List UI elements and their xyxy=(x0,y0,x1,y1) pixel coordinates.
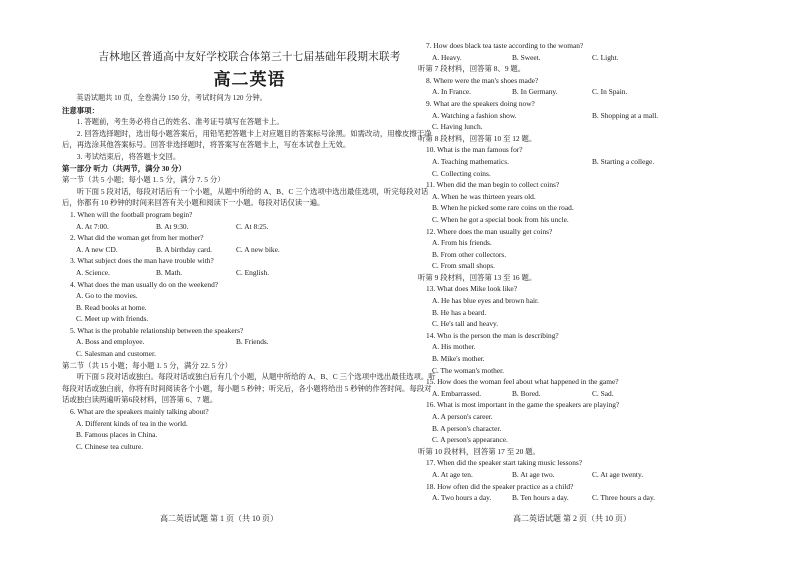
option-a: A. In France. xyxy=(432,87,471,97)
question-14: 14. Who is the person the man is describing? xyxy=(426,330,559,340)
question-18-options xyxy=(418,492,768,504)
section-2-heading: 第二节（共 15 小题；每小题 1. 5 分，满分 22. 5 分） xyxy=(62,360,232,370)
question-13: 13. What does Mike look like? xyxy=(426,284,517,294)
page-footer-1: 高二英语试题 第 1 页（共 10 页） xyxy=(160,514,278,523)
option-b: B. Friends. xyxy=(236,337,269,347)
option-b: B. A birthday card. xyxy=(156,244,213,254)
question-15: 15. How does the woman feel about what happened in the game? xyxy=(426,377,619,387)
question-16: 16. What is most important in the game the speakers are playing? xyxy=(426,400,620,410)
option-c: C. Collecting coins. xyxy=(432,168,491,178)
section-1-heading: 第一节（共 5 小题；每小题 1. 5 分，满分 7. 5 分） xyxy=(62,175,225,185)
question-10: 10. What is the man famous for? xyxy=(426,145,523,155)
question-2: 2. What did the woman get from her mother? xyxy=(70,233,204,243)
option-a: A. Go to the movies. xyxy=(76,291,138,301)
question-8-options xyxy=(418,86,768,98)
question-5: 5. What is the probable relationship between the speakers? xyxy=(70,325,244,335)
option-a: A. Boss and employee. xyxy=(76,337,145,347)
subject-title: 高二英语 xyxy=(213,70,286,89)
option-b: B. When he picked some rare coins on the road. xyxy=(432,203,574,213)
option-b: B. Sweet. xyxy=(512,52,541,62)
option-c: C. Salesman and customer. xyxy=(76,349,156,359)
passage-7-instruction: 听第 7 段材料，回答第 8、9 题。 xyxy=(418,64,526,74)
school-title: 吉林地区普通高中友好学校联合体第三十七届基础年段期末联考 xyxy=(98,52,401,63)
question-17: 17. When did the speaker start taking music lessons? xyxy=(426,458,583,468)
section-2-instructions: 听下面 5 段对话或独白。每段对话或独白后有几个小题，从题中所给的 A、B、C 三个选项中选出最佳选项。听每段对话或独白前，你将有时间阅读各个小题，每小题 5 秒钟；听完后，各小题将给出 5 秒钟的作答时间。每段对话或独白读两遍听第6段材料，回答第 6、7 题。 xyxy=(62,372,436,405)
question-5-options xyxy=(62,336,437,348)
question-18: 18. How often did the speaker practice as a child? xyxy=(426,481,574,491)
option-c: C. Having lunch. xyxy=(432,122,483,132)
option-a: A. When he was thirteen years old. xyxy=(432,191,536,201)
right-column xyxy=(418,40,768,504)
option-a: A. Two hours a day. xyxy=(432,493,492,503)
option-c: C. English. xyxy=(236,267,270,277)
question-7-options xyxy=(418,52,768,64)
option-c: C. In Spain. xyxy=(592,87,628,97)
option-b: B. Math. xyxy=(156,267,183,277)
question-7: 7. How does black tea taste according to the woman? xyxy=(426,41,584,50)
option-a: A. At 7:00. xyxy=(76,221,109,231)
question-4: 4. What does the man usually do on the weekend? xyxy=(70,279,219,289)
notes-heading: 注意事项： xyxy=(62,105,99,115)
question-8: 8. Where were the man's shoes made? xyxy=(426,75,539,85)
option-b: B. Read books at home. xyxy=(76,302,147,312)
question-6: 6. What are the speakers mainly talking about? xyxy=(70,407,209,417)
option-a: A. Watching a fashion show. xyxy=(432,110,517,120)
question-11: 11. When did the man begin to collect coins? xyxy=(426,180,560,190)
option-a: A. Different kinds of tea in the world. xyxy=(76,418,188,428)
option-a: A. He has blue eyes and brown hair. xyxy=(432,296,539,306)
option-a: A. A person's career. xyxy=(432,412,493,421)
part-1-heading: 第一部分 听力（共两节，满分 30 分） xyxy=(62,163,186,173)
option-c: C. The woman's mother. xyxy=(432,365,505,375)
option-b: B. Shopping at a mall. xyxy=(592,110,659,120)
question-1-options xyxy=(62,221,437,233)
passage-8-instruction: 听第 8 段材料，回答第 10 至 12 题。 xyxy=(418,133,537,143)
question-1: 1. When will the football program begin? xyxy=(70,209,193,219)
option-c: C. He's tall and heavy. xyxy=(432,319,499,329)
question-10-options xyxy=(418,156,768,168)
left-column xyxy=(62,40,437,452)
question-15-options xyxy=(418,388,768,400)
option-a: A. Embarrassed. xyxy=(432,388,482,398)
option-a: A. His mother. xyxy=(432,342,476,352)
section-1-instructions: 听下面 5 段对话，每段对话后有一个小题，从题中所给的 A、B、C 三个选项中选出最佳选项，听完每段对话后，你都有 10 秒钟的时间来回答有关小题和阅读下一小题。每段对话仅读一遍。 xyxy=(62,186,429,208)
page-footer-2: 高二英语试题 第 2 页（共 10 页） xyxy=(513,514,631,523)
option-b: B. He has a beard. xyxy=(432,307,487,317)
question-2-options xyxy=(62,244,437,256)
option-b: B. In Germany. xyxy=(512,87,558,97)
exam-intro: 英语试题共 10 页，全卷满分 150 分，考试时间为 120 分钟。 xyxy=(76,94,267,102)
option-c: C. At age twenty. xyxy=(592,469,644,479)
passage-10-instruction: 听第 10 段材料，回答第 17 至 20 题。 xyxy=(418,446,540,456)
note-2: 2. 回答选择题时，选出每小题答案后，用铅笔把答题卡上对应题目的答案标号涂黑。如需改动，用橡皮擦干净后，再选涂其他答案标号。回答非选择题时，将答案写在答题卡上，写在本试卷上无效。 xyxy=(62,128,432,150)
option-c: C. From small shops. xyxy=(432,261,496,271)
option-c: C. At 8:25. xyxy=(236,221,269,231)
option-a: A. Heavy. xyxy=(432,52,462,62)
option-c: C. Light. xyxy=(592,52,619,62)
note-1: 1. 答题前，考生务必将自己的姓名、准考证号填写在答题卡上。 xyxy=(76,117,284,127)
note-3: 3. 考试结束后，将答题卡交回。 xyxy=(76,151,181,161)
option-c: C. A new bike. xyxy=(236,244,280,254)
option-c: C. Three hours a day. xyxy=(592,493,656,503)
option-b: B. At 9:30. xyxy=(156,221,189,231)
option-b: B. From other collectors. xyxy=(432,249,507,259)
question-9: 9. What are the speakers doing now? xyxy=(426,98,535,108)
option-a: A. From his friends. xyxy=(432,238,492,248)
question-3-options xyxy=(62,267,437,279)
option-b: B. Famous places in China. xyxy=(76,430,158,440)
question-17-options xyxy=(418,469,768,481)
option-b: B. Starting a college. xyxy=(592,156,655,166)
option-a: A. A new CD. xyxy=(76,244,118,254)
option-b: B. Bored. xyxy=(512,388,541,398)
option-c: C. Meet up with friends. xyxy=(76,314,149,324)
option-c: C. Sad. xyxy=(592,388,614,398)
option-c: C. When he got a special book from his uncle. xyxy=(432,214,569,224)
option-c: C. A person's appearance. xyxy=(432,435,508,445)
option-b: B. At age two. xyxy=(512,469,555,479)
option-a: A. At age ten. xyxy=(432,469,473,479)
passage-9-instruction: 听第 9 段材料，回答第 13 至 16 题。 xyxy=(418,272,537,282)
option-a: A. Science. xyxy=(76,267,110,277)
option-b: B. Mike's mother. xyxy=(432,354,485,364)
question-9-options xyxy=(418,110,768,122)
option-b: B. A person's character. xyxy=(432,423,502,433)
question-12: 12. Where does the man usually get coins? xyxy=(426,226,553,236)
option-c: C. Chinese tea culture. xyxy=(76,441,144,451)
option-a: A. Teaching mathematics. xyxy=(432,156,509,166)
option-b: B. Ten hours a day. xyxy=(512,493,569,503)
question-3: 3. What subject does the man have trouble with? xyxy=(70,256,214,266)
